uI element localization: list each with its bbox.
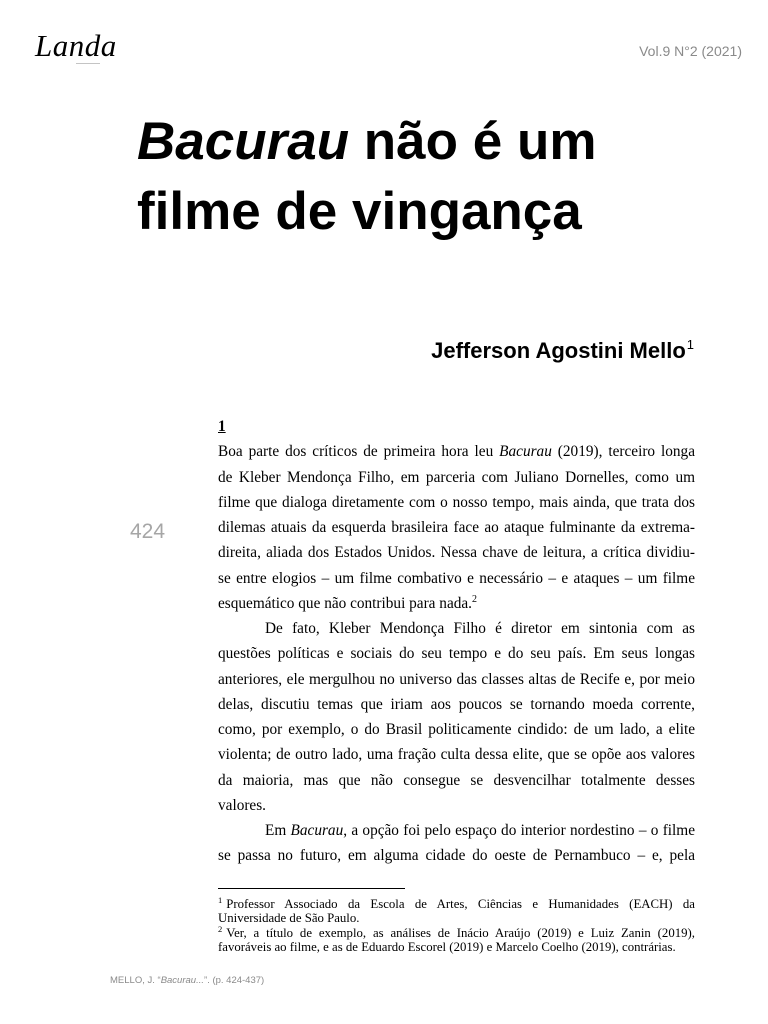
paragraph [218, 818, 695, 869]
footnote-line [218, 941, 695, 955]
title-text: não é um [349, 112, 597, 171]
film-title: Bacurau [290, 822, 344, 839]
line-text: direita, aliada dos Estados Unidos. Nessa chave de leitura, a crítica dividiu- [218, 544, 695, 562]
line-text: da maioria, mas que não consegue se desvencilhar totalmente desses [218, 771, 695, 789]
body-line [218, 717, 695, 742]
page-footer-citation [110, 975, 264, 987]
body-line [218, 793, 695, 818]
page-number: 424 [130, 520, 166, 543]
body-line [218, 439, 695, 464]
body-line [218, 465, 695, 490]
footnote-text: Ver, a título de exemplo, as análises de Inácio Araújo (2019) e Luiz Zanin (2019), [226, 926, 695, 940]
line-text: , a opção foi pelo espaço do interior nordestino – o filme [343, 822, 695, 839]
line-text: como, por exemplo, o do Brasil politicamente cindido: de um lado, a elite [218, 721, 695, 738]
citation-text: MELLO, J. “ [110, 975, 161, 986]
body-line [218, 692, 695, 717]
article-title [137, 107, 596, 247]
body-line [218, 616, 695, 641]
line-text: De fato, Kleber Mendonça Filho é diretor em sintonia com as [265, 620, 695, 637]
footnote-line [218, 924, 695, 941]
footnote-marker: 1 [218, 895, 223, 905]
article-body [218, 414, 695, 869]
footnote-separator [218, 888, 405, 889]
line-text: filme que dialoga diretamente com o nosso tempo, mais ainda, que trata dos [218, 493, 695, 511]
line-text: esquemático que não contribui para nada. [218, 594, 472, 612]
line-text: delas, discutiu temas que iriam aos poucos se tornando moeda corrente, [218, 695, 695, 713]
paragraph [218, 616, 695, 818]
line-text: anteriores, ele mergulhou no universo das classes altas de Recife e, por meio [218, 670, 695, 688]
body-line [218, 667, 695, 692]
line-text: dilemas atuais da esquerda brasileira face ao ataque fulminante da extrema- [218, 519, 695, 536]
body-line [218, 591, 695, 616]
section-number: 1 [218, 418, 226, 435]
body-line [218, 843, 695, 868]
citation-text: ”. (p. 424-437) [204, 975, 265, 986]
body-line [218, 566, 695, 591]
footnote [218, 895, 695, 925]
section-heading [218, 414, 695, 439]
title-text: filme de vingança [137, 182, 582, 241]
body-line [218, 742, 695, 767]
title-film-name: Bacurau [137, 112, 350, 171]
footnote-ref: 2 [472, 593, 477, 605]
line-text: se passa no futuro, em alguma cidade do oeste de Pernambuco – e, pela [218, 847, 695, 865]
author-name: Jefferson Agostini Mello [431, 338, 686, 363]
body-line [218, 641, 695, 666]
title-line [137, 177, 596, 247]
line-text: questões políticas e sociais do seu tempo e do seu país. Em seus longas [218, 645, 695, 663]
line-text: violenta; de outro lado, uma fração culta dessa elite, que se opõe aos valores [218, 746, 695, 764]
footnote-text: Universidade de São Paulo. [218, 910, 360, 925]
author-byline [431, 338, 694, 364]
body-line [218, 490, 695, 515]
author-footnote-ref: 1 [686, 337, 694, 352]
logo-tagline-mark [76, 63, 100, 64]
footnote-marker: 2 [218, 924, 223, 934]
body-line [218, 768, 695, 793]
footnote-line [218, 895, 695, 912]
body-line [218, 515, 695, 540]
body-line [218, 818, 695, 843]
citation-title: Bacurau... [160, 975, 204, 986]
paragraph [218, 439, 695, 616]
line-text: Boa parte dos críticos de primeira hora leu [218, 443, 500, 461]
line-text: de Kleber Mendonça Filho, em parceria com Juliano Dornelles, como um [218, 468, 695, 486]
title-line [137, 107, 596, 177]
line-text: (2019), terceiro longa [551, 443, 695, 461]
issue-label: Vol.9 N°2 (2021) [639, 43, 742, 59]
footnote-line [218, 912, 695, 926]
footnote [218, 924, 695, 954]
footnote-text: favoráveis ao filme, e as de Eduardo Escorel (2019) e Marcelo Coelho (2019), contrárias. [218, 939, 676, 954]
footnotes [218, 895, 695, 954]
footnote-text: Professor Associado da Escola de Artes, Ciências e Humanidades (EACH) da [226, 897, 695, 911]
body-line [218, 540, 695, 565]
film-title: Bacurau [499, 443, 552, 461]
line-text: valores. [218, 796, 266, 814]
line-text: se entre elogios – um filme combativo e necessário – e ataques – um filme [218, 569, 695, 587]
journal-logo: Landa [35, 28, 117, 63]
line-text: Em [265, 822, 291, 839]
